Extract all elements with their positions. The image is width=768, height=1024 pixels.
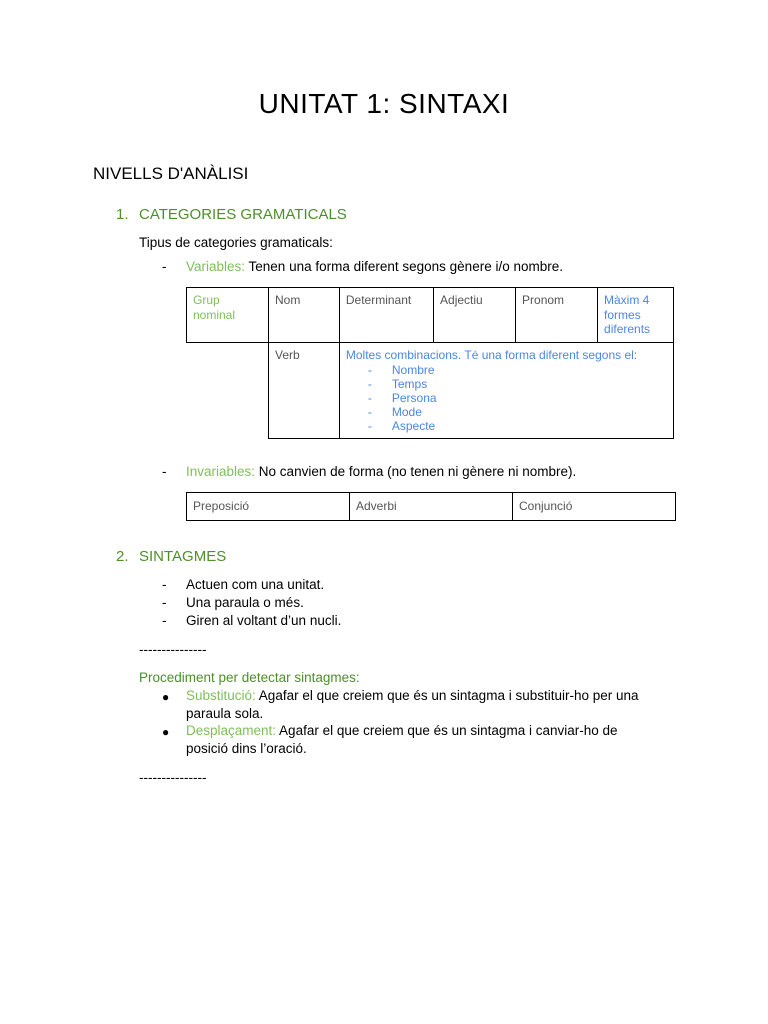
variables-table [186,287,674,439]
cell-adjectiu: Adjectiu [434,288,516,343]
cell-adverbi: Adverbi [350,493,513,521]
cell-grup-nominal: Grup nominal [187,288,269,343]
cell-conjuncio: Conjunció [513,493,676,521]
desplacament-label: Desplaçament: [186,723,277,738]
heading-number-1: 1. [116,206,129,223]
list-item: - Aspecte [367,418,436,433]
bullet-icon: ● [162,690,170,704]
heading-categories: CATEGORIES GRAMATICALS [139,206,347,223]
section-heading: NIVELLS D'ANÀLISI [93,164,249,183]
list-item: - Persona [367,390,437,405]
separator: --------------- [139,770,207,785]
cell-nom: Nom [269,288,340,343]
page-title: UNITAT 1: SINTAXI [258,88,510,119]
moltes-text: Moltes combinacions. Té una forma diferent segons el: [345,348,638,362]
cell-maxim: Màxim 4 formes diferents [598,288,674,343]
invariables-label: Invariables: [186,464,256,479]
verb-features-list [346,363,667,433]
cell-verb: Verb [269,343,340,439]
list-item: - Mode [367,404,422,419]
list-item: - Temps [367,376,428,391]
cell-moltes [339,343,673,439]
invariables-text: No canvien de forma (no tenen ni gènere ni nombre). [255,464,577,479]
cell-pronom: Pronom [516,288,598,343]
intro-text: Tipus de categories gramaticals: [139,235,333,250]
bullet-icon: ● [162,725,170,739]
cell-determinant: Determinant [339,288,433,343]
heading-sintagmes: SINTAGMES [139,548,227,565]
separator: --------------- [139,642,207,657]
variables-text: Tenen una forma diferent segons gènere i/o nombre. [245,259,563,274]
dash-marker: - [162,259,167,274]
substitucio-label: Substitució: [186,688,256,703]
list-item: - Nombre [367,362,435,377]
procediment-heading: Procediment per detectar sintagmes: [139,670,360,685]
dash-marker: - [162,464,167,479]
variables-label: Variables: [186,259,246,274]
invariables-table [186,492,676,521]
cell-preposicio: Preposició [187,493,350,521]
cell-empty [187,343,269,439]
heading-number-2: 2. [116,548,129,565]
